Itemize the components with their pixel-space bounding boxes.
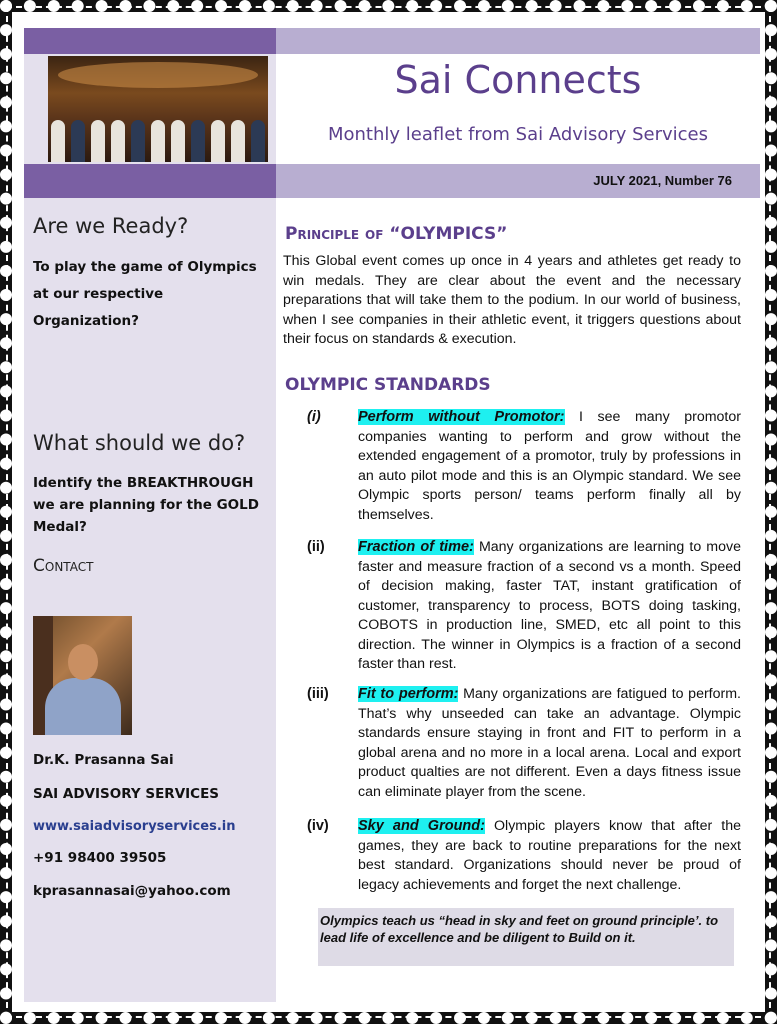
sidebar-text-ready: To play the game of Olympics at our respective Organization? bbox=[33, 259, 257, 329]
item-number: (iii) bbox=[307, 686, 329, 702]
item-text: Many organizations are learning to move faster and measure fraction of a second vs a month. Speed of decision making, faster TAT, instant gratification of customer, transparency to process, BOTS doing tasking, COBOTS in production line, SMED, etc all point to this direction. The winner in Olympics is a fraction of a second faster than rest. bbox=[358, 539, 741, 672]
item-text: Many organizations are fatigued to perform. That’s why unseeded can take an advantage. Olympic standards ensure staying in front and FIT to perform in a global arena and no more in a local arena. Local and export product qualties are not different. Even a days fitness issue can eliminate player from the scene. bbox=[358, 686, 741, 800]
website-link[interactable]: www.saiadvisoryservices.in bbox=[33, 819, 236, 834]
author-name: Dr.K. Prasanna Sai bbox=[33, 752, 174, 768]
phone-number: +91 98400 39505 bbox=[33, 850, 167, 866]
intro-paragraph: This Global event comes up once in 4 years and athletes get ready to win medals. They are clear about the event and the necessary preparations that will take them to the podium. In our world of business, when I see companies in their athletic event, it triggers questions about their focus on standards & execution. bbox=[283, 253, 741, 347]
item-title: Fraction of time: bbox=[358, 539, 474, 555]
item-title: Fit to perform: bbox=[358, 686, 459, 702]
newsletter-subtitle: Monthly leaflet from Sai Advisory Services bbox=[327, 124, 709, 145]
newsletter-title: Sai Connects bbox=[394, 58, 642, 102]
team-photo bbox=[48, 56, 268, 162]
item-title: Perform without Promotor: bbox=[358, 409, 565, 425]
item-number: (iv) bbox=[307, 818, 329, 834]
author-portrait bbox=[33, 616, 132, 735]
email-address[interactable]: kprasannasai@yahoo.com bbox=[33, 883, 231, 899]
item-title: Sky and Ground: bbox=[358, 818, 485, 834]
issue-band-accent bbox=[24, 164, 276, 198]
newsletter-page bbox=[24, 28, 760, 1002]
sidebar-text-do: Identify the BREAKTHROUGH we are planning for the GOLD Medal? bbox=[33, 475, 259, 535]
issue-number: JULY 2021, Number 76 bbox=[593, 173, 732, 188]
section-heading-standards: OLYMPIC STANDARDS bbox=[285, 375, 491, 395]
item-number: (i) bbox=[307, 409, 321, 425]
section-heading-principle: Principle of “OLYMPICS” bbox=[285, 224, 508, 244]
closing-quote: Olympics teach us “head in sky and feet on ground principle’. to lead life of excellence and be diligent to Build on it. bbox=[318, 908, 734, 966]
item-number: (ii) bbox=[307, 539, 325, 555]
item-text: I see many promotor companies wanting to perform and grow without the extended engagement of a promotor, truly by professions in an auto pilot mode and this is an Olympic standard. We see Olympic sports person/ teams perform finally all by themselves. bbox=[358, 409, 741, 523]
contact-heading: Contact bbox=[33, 556, 94, 576]
item-text: Olympic players know that after the games, they are back to routine preparations for the next best standard. Organizations should never be proud of legacy achievements and forget the next challenge. bbox=[358, 818, 741, 893]
sidebar-heading-do: What should we do? bbox=[33, 431, 246, 455]
company-name: SAI ADVISORY SERVICES bbox=[33, 786, 220, 802]
sidebar-heading-ready: Are we Ready? bbox=[33, 214, 189, 238]
top-band-accent bbox=[24, 28, 276, 54]
